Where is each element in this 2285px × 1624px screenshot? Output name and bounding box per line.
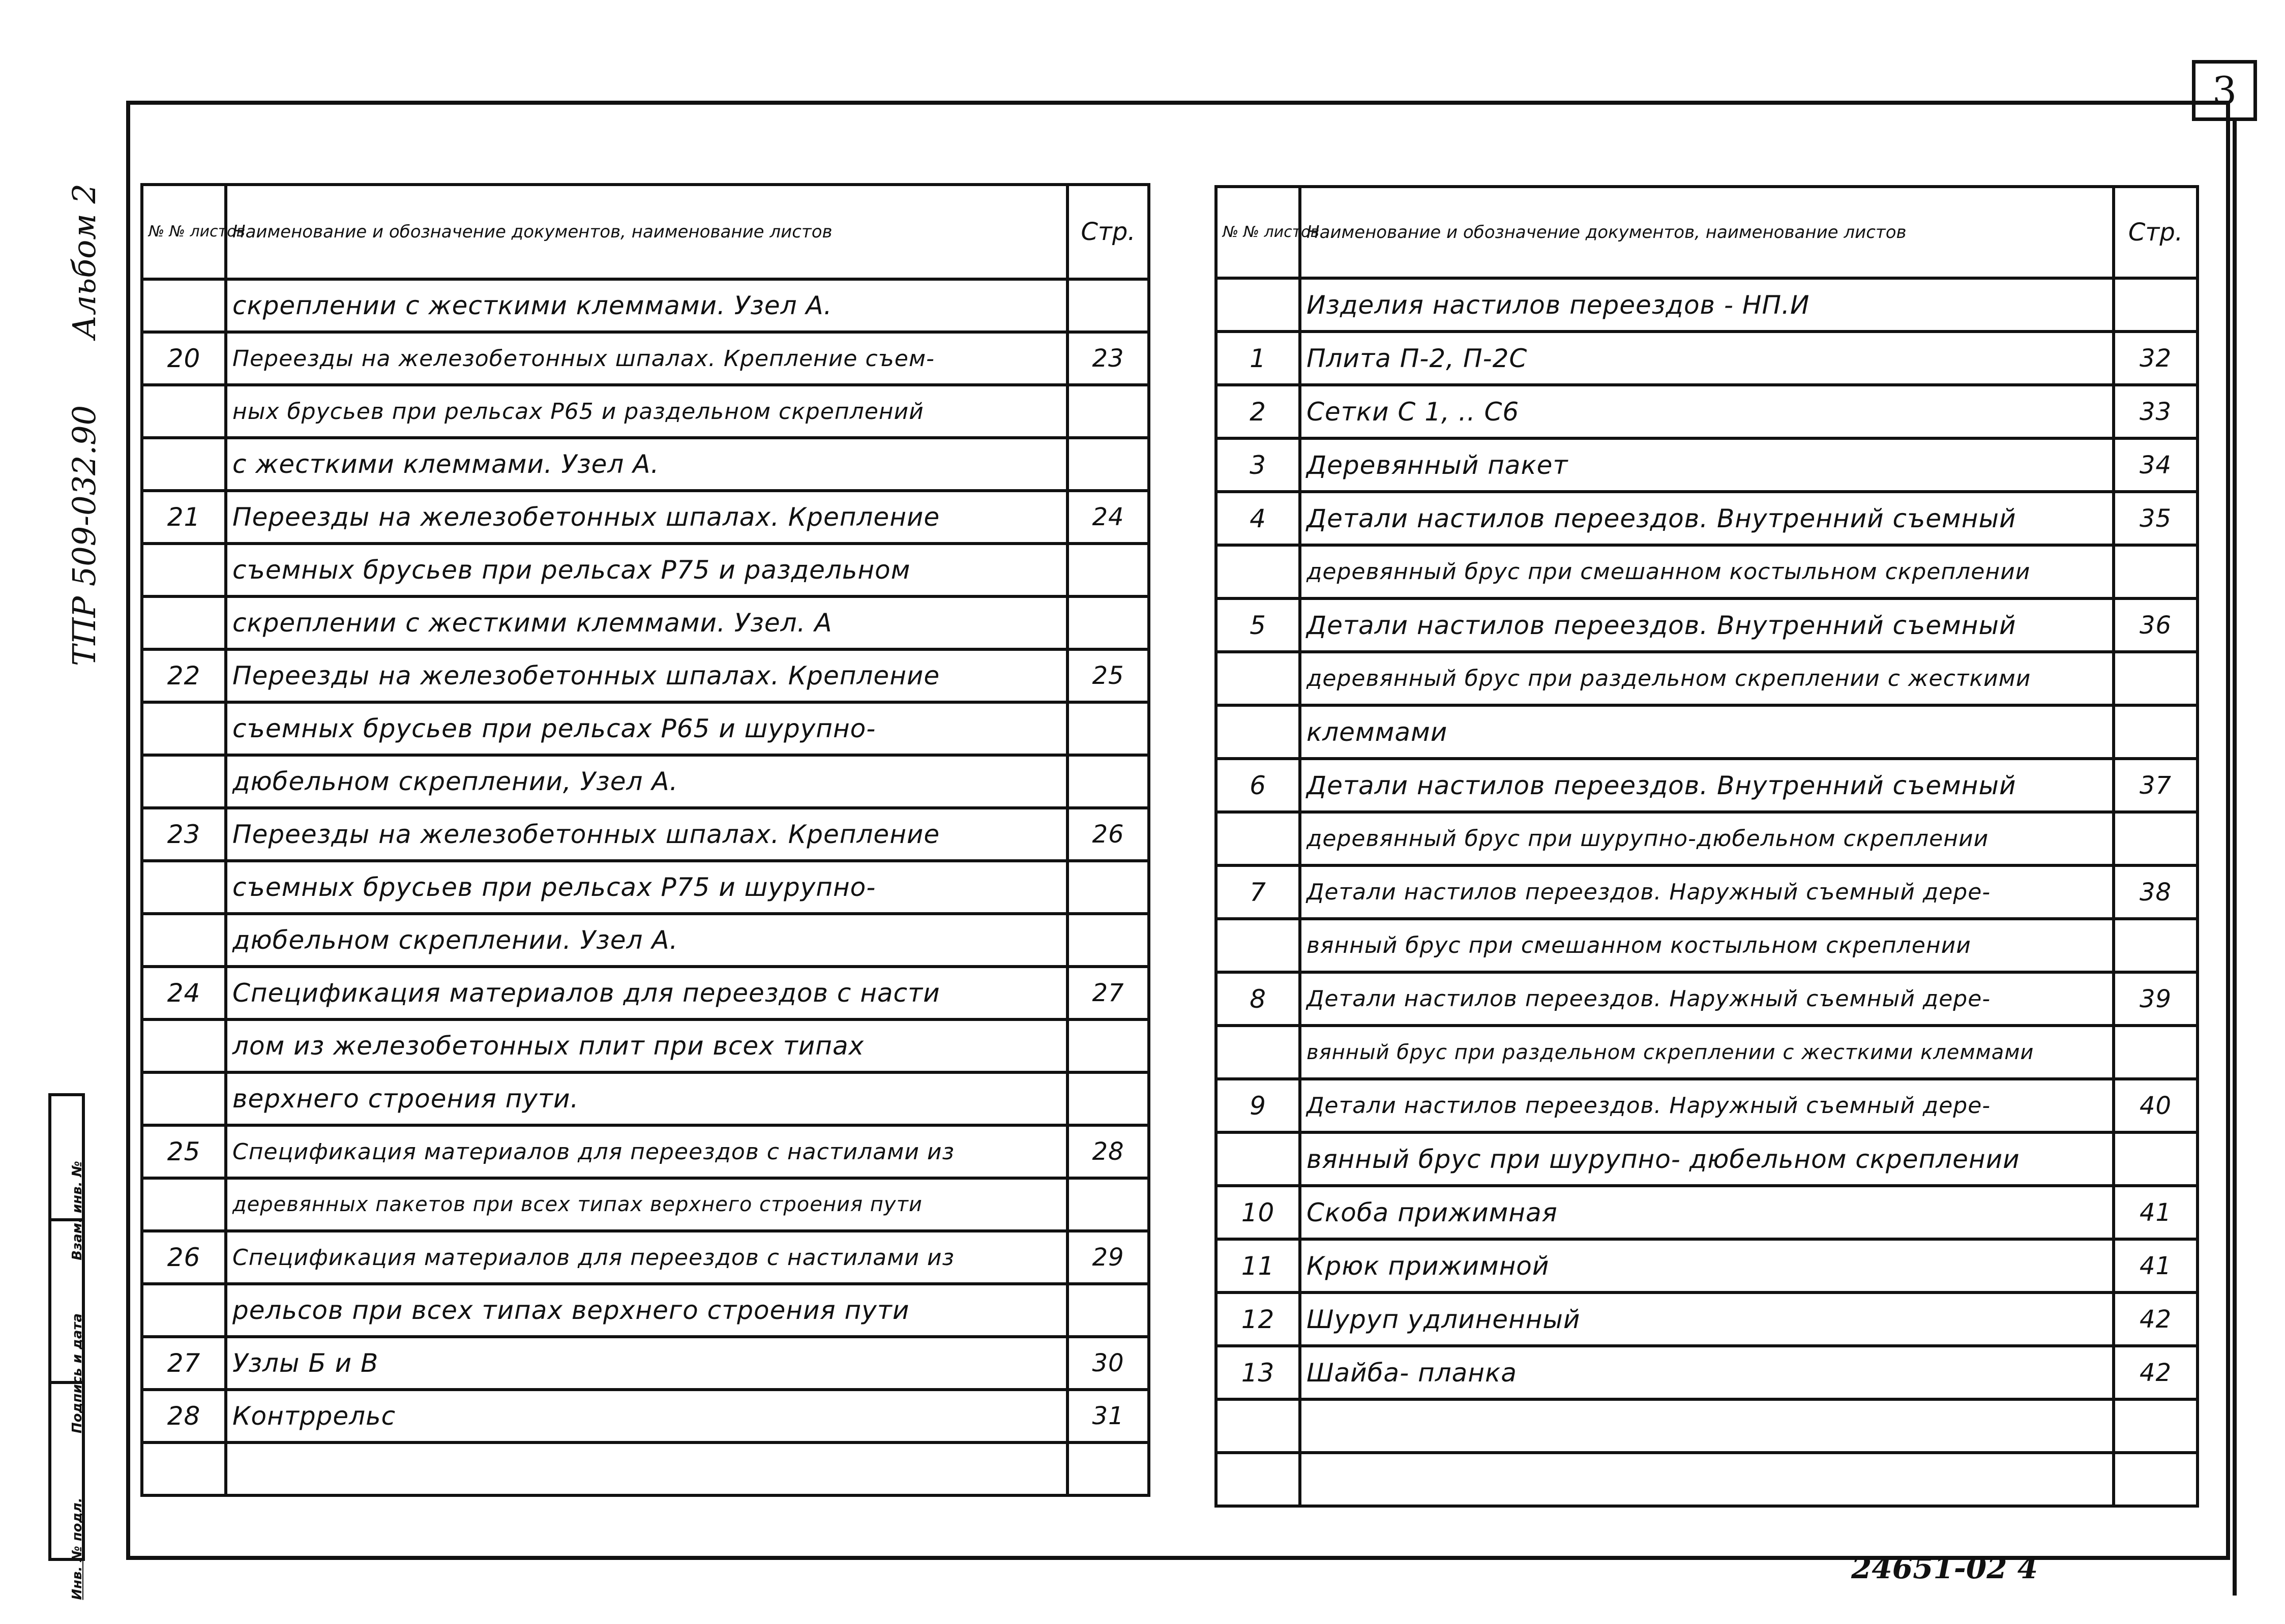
sheet-number-cell: 24	[142, 967, 226, 1019]
sheet-number-cell	[142, 1072, 226, 1125]
page-number-cell	[1067, 596, 1149, 649]
document-name-cell: вянный брус при шурупно- дюбельном скреплении	[1300, 1132, 2114, 1186]
page-number-cell: 40	[2114, 1079, 2198, 1132]
page-number-cell: 28	[1067, 1125, 1149, 1178]
sheet-number-cell	[1216, 652, 1300, 705]
page-number-cell	[1067, 279, 1149, 332]
page-number-cell	[1067, 755, 1149, 808]
page-number-cell	[1067, 385, 1149, 438]
document-name-cell: деревянный брус при шурупно-дюбельном скреплении	[1300, 812, 2114, 865]
page-number-cell	[2114, 1399, 2198, 1453]
table-row	[142, 1178, 1149, 1231]
table-row	[1216, 385, 2198, 438]
document-name-cell: Крюк прижимной	[1300, 1239, 2114, 1292]
document-name-cell: Шайба- планка	[1300, 1346, 2114, 1399]
sheet-number-cell	[1216, 545, 1300, 598]
document-name-cell: рельсов при всех типах верхнего строения пути	[226, 1284, 1067, 1337]
table-row	[142, 385, 1149, 438]
table-row	[1216, 332, 2198, 385]
stamp-label: Взам. инв. №	[70, 1161, 85, 1260]
document-name-cell: Детали настилов переездов. Внутренний съемный	[1300, 598, 2114, 652]
sheet-number-cell: 13	[1216, 1346, 1300, 1399]
document-name-cell: с жесткими клеммами. Узел А.	[226, 438, 1067, 491]
document-name-cell	[226, 1442, 1067, 1495]
document-name-cell: Переезды на железобетонных шпалах. Крепление	[226, 491, 1067, 544]
page-number-cell: 41	[2114, 1186, 2198, 1239]
table-row	[142, 438, 1149, 491]
page-number-cell	[1067, 1019, 1149, 1072]
table-row	[1216, 1079, 2198, 1132]
sheet-number-cell	[1216, 1399, 1300, 1453]
stamp-label: Подпись и дата	[70, 1313, 85, 1434]
sheet-number-cell: 4	[1216, 492, 1300, 545]
document-name-cell: Сетки С 1, .. С6	[1300, 385, 2114, 438]
sheet-number-cell: 27	[142, 1337, 226, 1390]
sheet-number-cell	[1216, 1132, 1300, 1186]
sheet-number-cell: 25	[142, 1125, 226, 1178]
page-number-cell: 24	[1067, 491, 1149, 544]
document-name-cell: Переезды на железобетонных шпалах. Крепление	[226, 808, 1067, 861]
table-row	[1216, 865, 2198, 919]
sheet-number-cell: 1	[1216, 332, 1300, 385]
table-row	[1216, 545, 2198, 598]
page-number-cell	[2114, 1132, 2198, 1186]
sheet-number-cell: 7	[1216, 865, 1300, 919]
table-row	[142, 279, 1149, 332]
sheet-right-edge	[2233, 121, 2237, 1596]
document-name-cell: деревянный брус при смешанном костыльном скреплении	[1300, 545, 2114, 598]
page-number-cell: 30	[1067, 1337, 1149, 1390]
page-number-cell: 27	[1067, 967, 1149, 1019]
page-number-cell: 39	[2114, 972, 2198, 1026]
page-number-cell: 25	[1067, 649, 1149, 702]
sheet-number-cell: 10	[1216, 1186, 1300, 1239]
sheet-number-cell	[1216, 812, 1300, 865]
page-number-cell	[1067, 861, 1149, 914]
table-row	[1216, 972, 2198, 1026]
page-number-cell	[1067, 1072, 1149, 1125]
sheet-number-cell: 21	[142, 491, 226, 544]
page-number-cell	[2114, 1453, 2198, 1506]
header-sheet-no: № № листов	[142, 185, 226, 279]
contents-table-left	[140, 183, 1150, 1497]
document-name-cell: Плита П-2, П-2С	[1300, 332, 2114, 385]
sheet-number-cell: 26	[142, 1231, 226, 1284]
table-row	[142, 702, 1149, 755]
sheet-number-cell	[1216, 705, 1300, 759]
page-number-cell	[2114, 278, 2198, 332]
document-name-cell: Спецификация материалов для переездов с настилами из	[226, 1125, 1067, 1178]
table-row	[142, 1019, 1149, 1072]
document-name-cell: Детали настилов переездов. Наружный съемный дере-	[1300, 865, 2114, 919]
document-name-cell: Переезды на железобетонных шпалах. Крепление съем-	[226, 332, 1067, 385]
document-name-cell: Детали настилов переездов. Внутренний съемный	[1300, 492, 2114, 545]
page-number-cell	[2114, 812, 2198, 865]
page-number-cell	[1067, 1284, 1149, 1337]
document-name-cell: съемных брусьев при рельсах Р75 и шурупно-	[226, 861, 1067, 914]
table-header-row	[1216, 187, 2198, 278]
page-number-cell	[1067, 914, 1149, 967]
sheet-number-cell	[1216, 1453, 1300, 1506]
table-row	[1216, 598, 2198, 652]
sheet-number-cell: 6	[1216, 759, 1300, 812]
document-name-cell: Переезды на железобетонных шпалах. Крепление	[226, 649, 1067, 702]
document-name-cell: деревянный брус при раздельном скреплении с жесткими	[1300, 652, 2114, 705]
table-row	[1216, 759, 2198, 812]
table-row	[142, 755, 1149, 808]
page-number-cell: 31	[1067, 1390, 1149, 1442]
page-number-cell: 34	[2114, 438, 2198, 492]
document-name-cell: вянный брус при раздельном скреплении с жесткими клеммами	[1300, 1026, 2114, 1079]
header-page: Стр.	[2114, 187, 2198, 278]
sheet-number-cell: 20	[142, 332, 226, 385]
sheet-number-cell	[142, 279, 226, 332]
document-name-cell: деревянных пакетов при всех типах верхнего строения пути	[226, 1178, 1067, 1231]
document-name-cell: вянный брус при смешанном костыльном скреплении	[1300, 919, 2114, 972]
document-name-cell: дюбельном скреплении, Узел А.	[226, 755, 1067, 808]
sheet-number-cell	[1216, 919, 1300, 972]
table-row	[1216, 1453, 2198, 1506]
table-row	[142, 596, 1149, 649]
sheet-number-cell	[142, 702, 226, 755]
sheet-number-cell	[1216, 278, 1300, 332]
page-number-cell: 36	[2114, 598, 2198, 652]
table-row	[1216, 1132, 2198, 1186]
table-row	[1216, 1346, 2198, 1399]
document-name-cell: лом из железобетонных плит при всех типах	[226, 1019, 1067, 1072]
table-row	[1216, 278, 2198, 332]
page-number-cell	[2114, 705, 2198, 759]
page-number-cell	[1067, 438, 1149, 491]
header-doc-name: Наименование и обозначение документов, наименование листов	[226, 185, 1067, 279]
table-row	[1216, 652, 2198, 705]
contents-table-right	[1214, 185, 2199, 1508]
page-number-cell: 42	[2114, 1346, 2198, 1399]
stamp-label: Инв. № подл.	[70, 1497, 85, 1600]
sheet-number: 3	[2192, 60, 2257, 121]
table-row	[142, 1442, 1149, 1495]
page-number-cell	[1067, 702, 1149, 755]
table-row	[1216, 919, 2198, 972]
table-row	[1216, 438, 2198, 492]
sheet-number-cell: 8	[1216, 972, 1300, 1026]
document-name-cell	[1300, 1399, 2114, 1453]
table-row	[142, 1337, 1149, 1390]
table-row	[1216, 705, 2198, 759]
document-name-cell	[1300, 1453, 2114, 1506]
side-stamp	[48, 1093, 85, 1600]
header-page: Стр.	[1067, 185, 1149, 279]
sheet-number-cell	[142, 1442, 226, 1495]
document-name-cell: верхнего строения пути.	[226, 1072, 1067, 1125]
sheet-number-cell	[142, 596, 226, 649]
table-header-row	[142, 185, 1149, 279]
header-sheet-no: № № листов	[1216, 187, 1300, 278]
table-row	[142, 1231, 1149, 1284]
document-name-cell: Контррельс	[226, 1390, 1067, 1442]
page-number-cell	[1067, 544, 1149, 596]
table-row	[142, 967, 1149, 1019]
sheet-number-cell	[142, 385, 226, 438]
page-number-cell	[2114, 919, 2198, 972]
sheet-number-cell	[142, 914, 226, 967]
document-name-cell: Спецификация материалов для переездов с насти	[226, 967, 1067, 1019]
sheet-number-cell	[1216, 1026, 1300, 1079]
document-name-cell: Детали настилов переездов. Наружный съемный дере-	[1300, 972, 2114, 1026]
table-row	[1216, 1239, 2198, 1292]
page-number-cell: 37	[2114, 759, 2198, 812]
sheet-number-cell: 23	[142, 808, 226, 861]
sheet-number-cell: 9	[1216, 1079, 1300, 1132]
table-row	[1216, 812, 2198, 865]
page-number-cell	[2114, 1026, 2198, 1079]
sheet-number-cell: 3	[1216, 438, 1300, 492]
document-name-cell: ных брусьев при рельсах Р65 и раздельном скреплений	[226, 385, 1067, 438]
side-designation	[61, 25, 107, 666]
document-name-cell: дюбельном скреплении. Узел А.	[226, 914, 1067, 967]
sheet-number-cell	[142, 755, 226, 808]
sheet-number-cell	[142, 861, 226, 914]
page-number-cell: 38	[2114, 865, 2198, 919]
table-row	[1216, 1399, 2198, 1453]
table-row	[142, 649, 1149, 702]
page-number-cell	[2114, 652, 2198, 705]
document-name-cell: Детали настилов переездов. Внутренний съемный	[1300, 759, 2114, 812]
table-row	[1216, 1186, 2198, 1239]
document-name-cell: Детали настилов переездов. Наружный съемный дере-	[1300, 1079, 2114, 1132]
table-row	[142, 491, 1149, 544]
document-name-cell: клеммами	[1300, 705, 2114, 759]
sheet-number-cell	[142, 544, 226, 596]
page-number-cell: 35	[2114, 492, 2198, 545]
document-name-cell: съемных брусьев при рельсах Р65 и шурупно-	[226, 702, 1067, 755]
table-row	[1216, 1026, 2198, 1079]
table-row	[1216, 492, 2198, 545]
sheet-number-cell	[142, 438, 226, 491]
sheet-number-cell: 22	[142, 649, 226, 702]
album-label: Альбом 2	[65, 184, 103, 339]
table-row	[142, 861, 1149, 914]
table-row	[142, 1125, 1149, 1178]
sheet-number-cell: 2	[1216, 385, 1300, 438]
table-row	[142, 808, 1149, 861]
table-row	[142, 1072, 1149, 1125]
document-name-cell: Деревянный пакет	[1300, 438, 2114, 492]
page-number-cell	[2114, 545, 2198, 598]
page-number-cell: 23	[1067, 332, 1149, 385]
document-name-cell: Скоба прижимная	[1300, 1186, 2114, 1239]
document-name-cell: съемных брусьев при рельсах Р75 и раздельном	[226, 544, 1067, 596]
page-number-cell: 29	[1067, 1231, 1149, 1284]
page-number-cell	[1067, 1442, 1149, 1495]
page-number-cell: 32	[2114, 332, 2198, 385]
page-number-cell: 33	[2114, 385, 2198, 438]
table-row	[142, 544, 1149, 596]
table-row	[1216, 1292, 2198, 1346]
document-name-cell: Изделия настилов переездов - НП.И	[1300, 278, 2114, 332]
document-name-cell: скреплении с жесткими клеммами. Узел А.	[226, 279, 1067, 332]
sheet-number-cell: 12	[1216, 1292, 1300, 1346]
document-name-cell: Узлы Б и В	[226, 1337, 1067, 1390]
document-name-cell: скреплении с жесткими клеммами. Узел. А	[226, 596, 1067, 649]
document-name-cell: Спецификация материалов для переездов с настилами из	[226, 1231, 1067, 1284]
page-number-cell	[1067, 1178, 1149, 1231]
sheet-number-cell: 5	[1216, 598, 1300, 652]
table-row	[142, 914, 1149, 967]
header-doc-name: Наименование и обозначение документов, наименование листов	[1300, 187, 2114, 278]
page-number-cell: 42	[2114, 1292, 2198, 1346]
table-row	[142, 1284, 1149, 1337]
page-number-cell: 41	[2114, 1239, 2198, 1292]
document-code: 24651-02 4	[1851, 1551, 2038, 1585]
project-code: ТПР 509-032.90	[65, 405, 103, 666]
sheet-number-cell	[142, 1019, 226, 1072]
sheet-number-cell	[142, 1178, 226, 1231]
table-row	[142, 1390, 1149, 1442]
table-row	[142, 332, 1149, 385]
sheet-number-cell: 28	[142, 1390, 226, 1442]
sheet-number-cell	[142, 1284, 226, 1337]
sheet-number-cell: 11	[1216, 1239, 1300, 1292]
page-number-cell: 26	[1067, 808, 1149, 861]
document-name-cell: Шуруп удлиненный	[1300, 1292, 2114, 1346]
